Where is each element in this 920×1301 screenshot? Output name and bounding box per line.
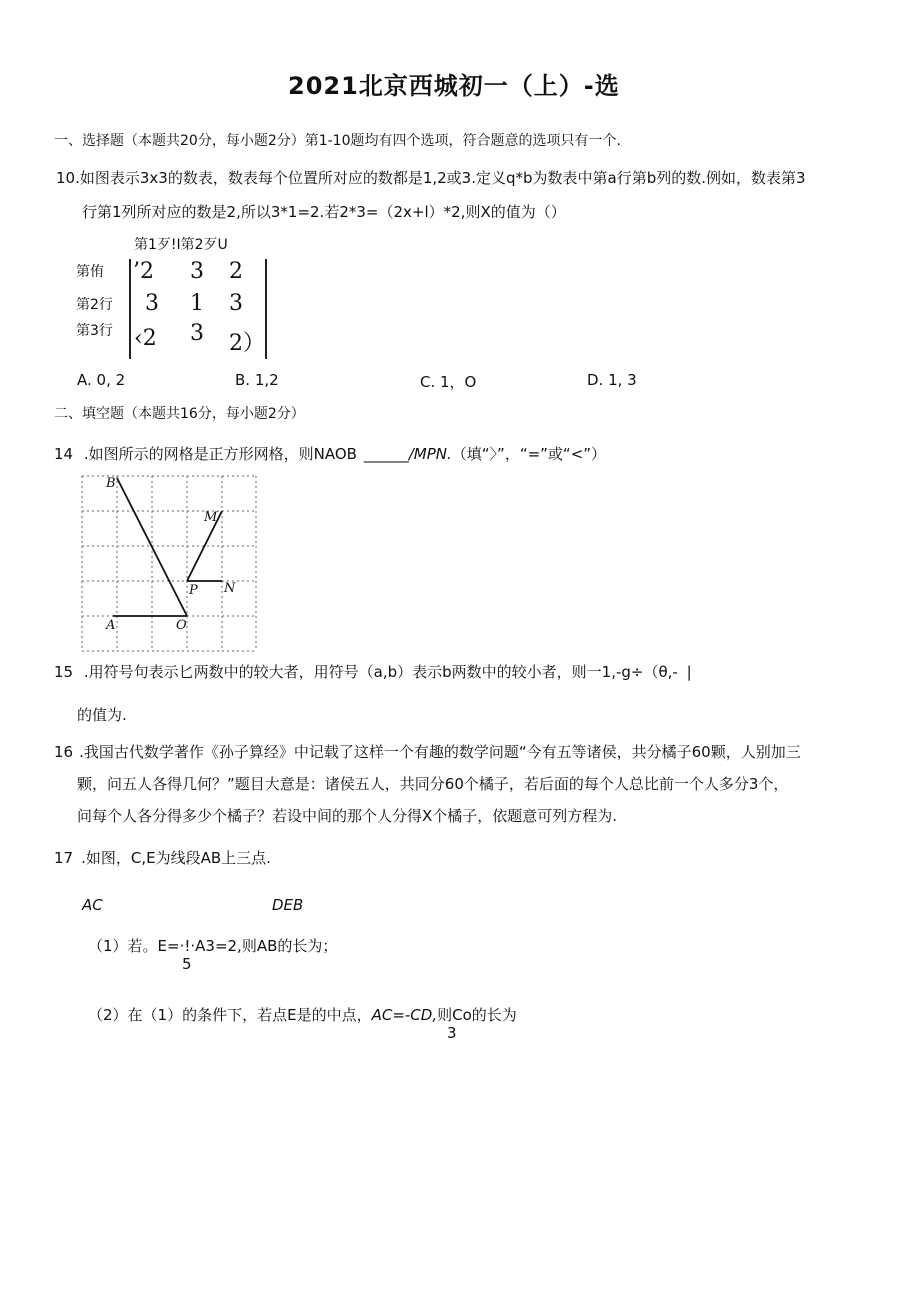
q14-grid-figure (78, 474, 262, 654)
q10-option-b: B. 1,2 (235, 371, 279, 389)
q14-blank: ______ (363, 445, 409, 463)
q17-part1-subscript: 5 (182, 955, 192, 973)
q10-line2: 行第1列所对应的数是2,所以3*1=2.若2*3=（2x+l）*2,则X的值为（） (82, 203, 566, 221)
q10-option-c: C. 1，O (420, 373, 477, 391)
q10-line1: 10.如图表示3x3的数表，数表每个位置所对应的数都是1,2或3.定义q*b为数表中第a行第b列的数.例如，数表第3 (56, 169, 806, 187)
q16-line3: 问每个人各分得多少个橘子？若设中间的那个人分得X个橘子，依题意可列方程为. (77, 807, 618, 825)
matrix-cell: 1 (190, 291, 204, 316)
label-b: B (106, 476, 116, 491)
q10-option-d: D. 1, 3 (587, 371, 637, 389)
label-m: M (204, 510, 218, 525)
matrix-cell: 3 (145, 291, 159, 316)
q16-line2: 颗，问五人各得几何？”题目大意是：诸侯五人，共同分60个橘子，若后面的每个人总比前一个人多分3个， (77, 775, 789, 793)
matrix-cell: ’2 (133, 259, 154, 284)
q15-line1 (54, 661, 692, 682)
q17-number: 17 (54, 849, 74, 867)
q16-line1 (54, 741, 801, 762)
q14-number: 14 (54, 445, 74, 463)
q16-number: 16 (54, 743, 74, 761)
q16-text: .我国古代数学著作《孙子算经》中记载了这样一个有趣的数学问题“今有五等诸侯，共分橘子60颗，人别加三 (79, 743, 801, 761)
q10-row-label: 第侑 (76, 264, 104, 280)
q17-part2 (88, 1004, 517, 1025)
label-p: P (189, 583, 198, 598)
q17-part1: （1）若。E=·!·A3=2,则AB的长为； (88, 937, 338, 955)
q10-row-label: 第2行 (76, 297, 113, 313)
matrix-cell: 3 (190, 321, 204, 346)
page-title: 2021北京西城初一（上）-选 (288, 72, 620, 100)
q15-bar: | (686, 663, 692, 681)
q17-part2-b: AC=-CD, (371, 1006, 438, 1024)
q15-number: 15 (54, 663, 74, 681)
q17-part2-subscript: 3 (447, 1024, 457, 1042)
matrix-right-bracket (265, 259, 267, 359)
q14-text2: /MPN. (408, 445, 452, 463)
q14-text: .如图所示的网格是正方形网格，则NAOB (83, 445, 357, 463)
label-n: N (224, 581, 236, 596)
q15-line2: 的值为. (77, 706, 127, 724)
q17-part2-c: 则Co的长为 (437, 1006, 517, 1024)
matrix-cell: 2 (229, 259, 243, 284)
section2-header: 二、填空题（本题共16分，每小题2分） (54, 406, 305, 422)
q14-text3: （填“〉”，“=”或“<”） (451, 445, 607, 463)
matrix-cell: 3 (229, 291, 243, 316)
q10-option-a: A. 0, 2 (77, 371, 126, 389)
q17-segment-left-labels: AC (82, 896, 103, 914)
q10-row-label: 第3行 (76, 323, 113, 339)
q17-segment-right-labels: DEB (272, 896, 304, 914)
q17-text: .如图，C,E为线段AB上三点. (81, 849, 271, 867)
section1-header: 一、选择题（本题共20分，每小题2分）第1-10题均有四个选项，符合题意的选项只有一个. (54, 133, 621, 149)
matrix-left-bracket (129, 259, 131, 359)
matrix-cell: 2） (229, 331, 265, 356)
label-a: A (106, 618, 116, 633)
q17-line1 (54, 847, 271, 868)
q15-text: .用符号句表示匕两数中的较大者，用符号（a,b）表示b两数中的较小者，则一1,-g÷（θ,- (83, 663, 678, 681)
label-o: O (176, 618, 187, 633)
q14-line (54, 443, 606, 464)
matrix-cell: 3 (190, 259, 204, 284)
segment-ob (117, 478, 187, 616)
q10-col-header: 第1歹!I第2歹U (134, 237, 228, 253)
q17-part2-a: （2）在（1）的条件下，若点E是的中点， (88, 1006, 372, 1024)
matrix-cell: ‹2 (134, 326, 157, 351)
